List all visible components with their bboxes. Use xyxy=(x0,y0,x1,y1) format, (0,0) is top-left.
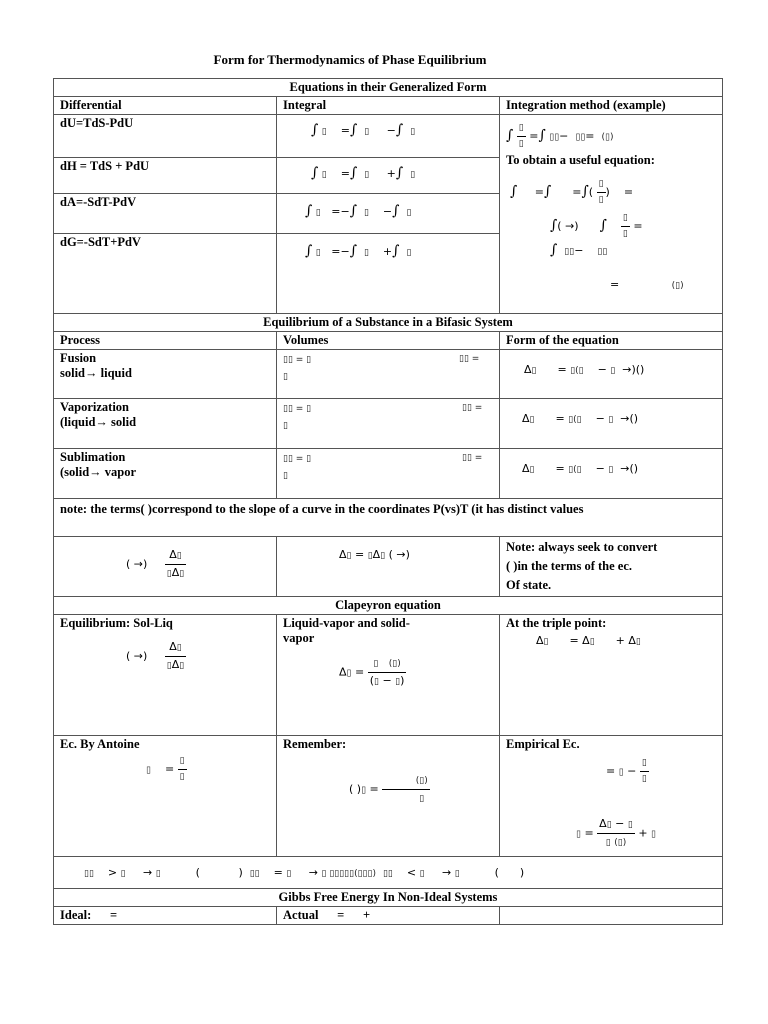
process-vaporization: Vaporization (liquid→ solid xyxy=(54,399,277,449)
volumes-vaporization: ▯▯ = ▯ ▯▯ = ▯ xyxy=(277,399,500,449)
volumes-sublimation: ▯▯ = ▯ ▯▯ = ▯ xyxy=(277,449,500,499)
slope-fraction-cell: ( →) $\frac{\Delta▯}{▯\Delta▯}$ xyxy=(54,537,277,597)
slope-note: note: the terms( )correspond to the slope of a curve in the coordinates P(vs)T (it has distinct values xyxy=(54,499,723,537)
antoine-cell: Ec. By Antoine ▯ = $\frac{▯}{▯}$ xyxy=(54,736,277,857)
gibbs-actual: Actual = + xyxy=(277,907,500,925)
differential-du: dU=TdS-PdU xyxy=(54,115,277,158)
convert-note: Note: always seek to convert ( )in the terms of the ec. Of state. xyxy=(500,537,723,597)
col-integral: Integral xyxy=(277,97,500,115)
conditions-row: ▯▯ > ▯ → ▯ ( ) ▯▯ = ▯ → ▯ ▯▯▯▯▯(▯▯▯) ▯▯ < ▯ → ▯ ( ) xyxy=(54,857,723,889)
gibbs-ideal: Ideal: = xyxy=(54,907,277,925)
empirical-cell: Empirical Ec. = ▯ − $\frac{▯}{▯}$ ▯ = $\frac{\Delta▯ - ▯}{▯ (▯)}$ + ▯ xyxy=(500,736,723,857)
section-bifasic-header: Equilibrium of a Substance in a Bifasic System xyxy=(54,314,723,332)
volumes-fusion: ▯▯ = ▯ ▯▯ = ▯ xyxy=(277,350,500,399)
col-volumes: Volumes xyxy=(277,332,500,350)
section-equations-header: Equations in their Generalized Form xyxy=(54,79,723,97)
differential-dg: dG=-SdT+PdV xyxy=(54,234,277,314)
process-sublimation: Sublimation (solid→ vapor xyxy=(54,449,277,499)
gibbs-empty-cell xyxy=(500,907,723,925)
col-differential: Differential xyxy=(54,97,277,115)
remember-cell: Remember: ( )▯ = $\frac{(▯)}{▯}$ xyxy=(277,736,500,857)
differential-da: dA=-SdT-PdV xyxy=(54,194,277,234)
integration-method-cell: ∫ $\frac{▯}{▯}$ =∫ ▯▯− ▯▯= (▯) To obtain a useful equation: ∫ =∫ =∫( $\frac{▯}{▯}$ ) = ∫( →) ∫ $\frac{▯}{▯}$ = ∫ ▯▯− ▯▯ = (▯) xyxy=(500,115,723,314)
form-fusion: Δ▯ = ▯(▯ − ▯ →)() xyxy=(500,350,723,399)
section-clapeyron-header: Clapeyron equation xyxy=(54,597,723,615)
liquid-vapor-cell: Liquid-vapor and solid-vapor Δ▯ = $\frac{▯ (▯)}{(▯ - ▯)}$ xyxy=(277,615,500,736)
delta-h-cell: Δ▯ = ▯Δ▯ ( →) xyxy=(277,537,500,597)
triple-point-cell: At the triple point: Δ▯ = Δ▯ + Δ▯ xyxy=(500,615,723,736)
integral-dg: ∫ ▯ =−∫ ▯ +∫ ▯ xyxy=(277,234,500,314)
thermo-form-table xyxy=(53,78,722,925)
col-form-equation: Form of the equation xyxy=(500,332,723,350)
page-title: Form for Thermodynamics of Phase Equilibrium xyxy=(213,52,487,67)
integral-dh: ∫ ▯ =∫ ▯ +∫ ▯ xyxy=(277,158,500,194)
useful-equation-note: To obtain a useful equation: xyxy=(506,153,655,167)
col-integration-method: Integration method (example) xyxy=(500,97,723,115)
equilibrium-sol-liq-cell: Equilibrium: Sol-Liq ( →) $\frac{\Delta▯}{▯\Delta▯}$ xyxy=(54,615,277,736)
form-sublimation: Δ▯ = ▯(▯ − ▯ →() xyxy=(500,449,723,499)
integral-du: ∫ ▯ =∫ ▯ −∫ ▯ xyxy=(277,115,500,158)
section-gibbs-header: Gibbs Free Energy In Non-Ideal Systems xyxy=(54,889,723,907)
col-process: Process xyxy=(54,332,277,350)
differential-dh: dH = TdS + PdU xyxy=(54,158,277,194)
process-fusion: Fusion solid→ liquid xyxy=(54,350,277,399)
form-vaporization: Δ▯ = ▯(▯ − ▯ →() xyxy=(500,399,723,449)
integral-da: ∫ ▯ =−∫ ▯ −∫ ▯ xyxy=(277,194,500,234)
